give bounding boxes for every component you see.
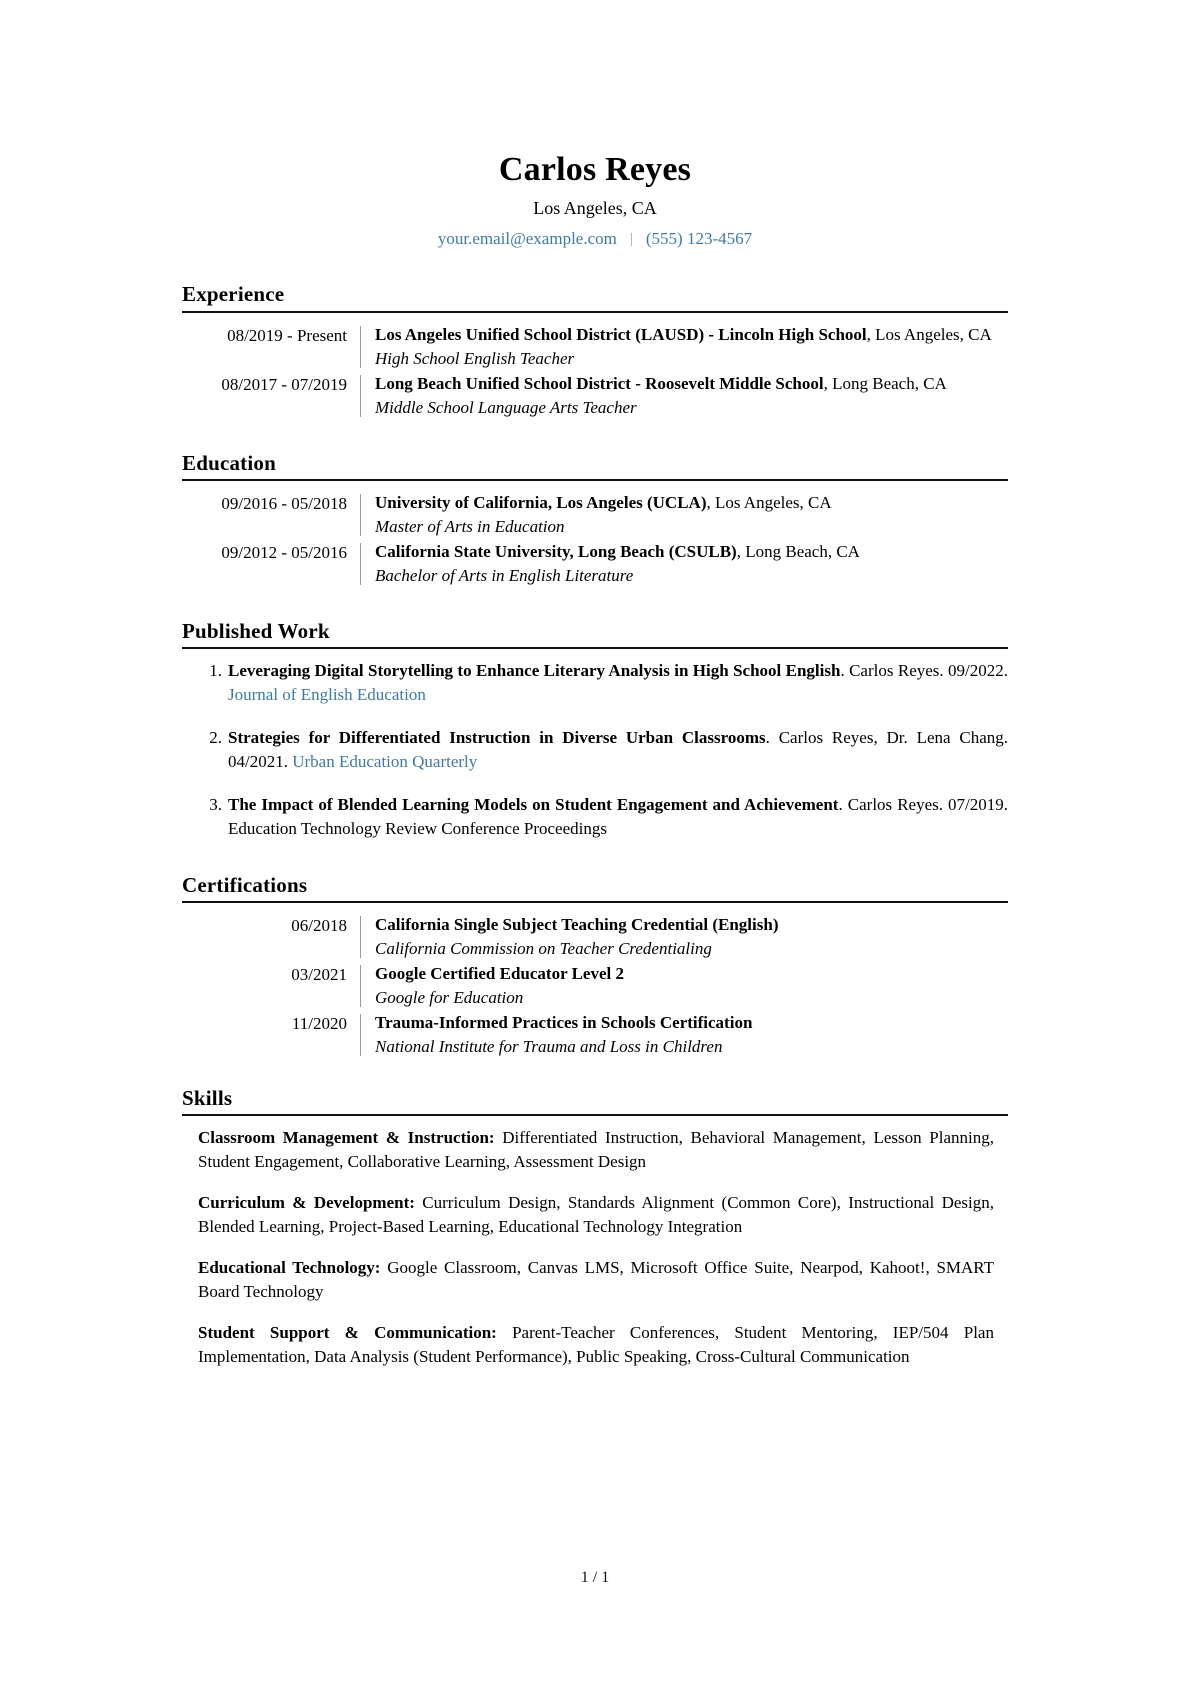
page-indicator: 1 / 1 <box>580 1569 610 1586</box>
entry-date: 06/2018 <box>291 915 347 935</box>
entry-location: , Long Beach, CA <box>823 373 947 393</box>
certification-issuer: Google for Education <box>375 988 524 1008</box>
section-heading-certifications: Certifications <box>182 872 308 897</box>
certification-entry <box>182 962 1008 1010</box>
publication-number: 1. <box>209 660 222 680</box>
entry-location: , Los Angeles, CA <box>866 324 992 344</box>
entry-body <box>361 913 1008 961</box>
skill-block <box>182 1126 1008 1175</box>
entry-role: Middle School Language Arts Teacher <box>375 397 637 417</box>
skill-category: Classroom Management & Instruction: <box>198 1128 495 1147</box>
entry-location: , Long Beach, CA <box>736 541 860 561</box>
section-rule <box>182 647 1008 649</box>
section-rule <box>182 479 1008 481</box>
section-heading-education: Education <box>182 450 276 475</box>
contact-line <box>182 227 1008 251</box>
skill-category: Educational Technology: <box>198 1257 381 1277</box>
entry-role: High School English Teacher <box>375 348 575 368</box>
section-rule <box>182 311 1008 313</box>
section-heading-experience: Experience <box>182 282 285 307</box>
list-item <box>182 659 1008 708</box>
publication-number: 2. <box>209 727 222 747</box>
contact-separator: | <box>629 231 633 248</box>
certification-name: Trauma-Informed Practices in Schools Certification <box>375 1012 753 1032</box>
entry-degree: Bachelor of Arts in English Literature <box>375 565 634 585</box>
section-heading-skills: Skills <box>182 1085 233 1110</box>
entry-body <box>361 372 1008 420</box>
entry-body <box>361 491 1008 539</box>
certification-entry <box>182 1011 1008 1059</box>
resume-header <box>182 150 1008 251</box>
section-published-work <box>182 618 1008 842</box>
certification-issuer: California Commission on Teacher Credentialing <box>375 939 712 959</box>
skill-category: Student Support & Communication: <box>198 1322 497 1342</box>
skill-block <box>182 1321 1008 1370</box>
skill-items: Parent-Teacher Conferences, Student Mentoring, IEP/504 Plan Implementation, Data Analysis (Student Performance), Public Speaking, Cross-Cultural Communication <box>198 1322 994 1367</box>
publication-number: 3. <box>209 794 222 814</box>
skill-block <box>182 1191 1008 1240</box>
skill-category: Curriculum & Development: <box>198 1192 415 1212</box>
entry-organization: Los Angeles Unified School District (LAUSD) - Lincoln High School <box>375 324 867 344</box>
certification-name: California Single Subject Teaching Credential (English) <box>375 914 779 934</box>
entry-organization: Long Beach Unified School District - Roosevelt Middle School <box>375 373 824 393</box>
entry-organization: University of California, Los Angeles (UCLA) <box>375 492 707 512</box>
skill-block <box>182 1256 1008 1305</box>
publication-title: The Impact of Blended Learning Models on Student Engagement and Achievement <box>228 794 839 814</box>
education-entry <box>182 540 1008 588</box>
section-education <box>182 450 1008 588</box>
publication-authors-date: . Carlos Reyes, Dr. Lena Chang. 04/2021. <box>228 727 1008 772</box>
publication-title: Strategies for Differentiated Instruction in Diverse Urban Classrooms <box>228 727 766 747</box>
page-title: Carlos Reyes <box>498 151 692 188</box>
list-item <box>182 726 1008 775</box>
entry-body <box>361 1011 1008 1059</box>
skill-items: Curriculum Design, Standards Alignment (Common Core), Instructional Design, Blended Learning, Project-Based Learning, Educational Technology Integration <box>198 1192 994 1237</box>
experience-entry <box>182 323 1008 371</box>
education-entry <box>182 491 1008 539</box>
certification-issuer: National Institute for Trauma and Loss in Children <box>375 1036 723 1056</box>
skill-items: Differentiated Instruction, Behavioral Management, Lesson Planning, Student Engagement, Collaborative Learning, Assessment Design <box>198 1128 994 1172</box>
entry-body <box>361 323 1008 371</box>
publication-venue-link[interactable]: Journal of English Education <box>228 685 426 705</box>
certification-name: Google Certified Educator Level 2 <box>375 963 624 983</box>
entry-organization: California State University, Long Beach (CSULB) <box>375 541 737 561</box>
section-heading-published-work: Published Work <box>182 618 330 643</box>
entry-date: 11/2020 <box>291 1013 347 1033</box>
header-location: Los Angeles, CA <box>533 198 657 219</box>
entry-location: , Los Angeles, CA <box>706 492 832 512</box>
publication-list <box>182 659 1008 842</box>
entry-body <box>361 540 1008 588</box>
list-item <box>182 793 1008 842</box>
section-skills <box>182 1085 1008 1370</box>
section-certifications <box>182 872 1008 1059</box>
publication-venue: Education Technology Review Conference Proceedings <box>228 819 607 839</box>
section-experience <box>182 281 1008 419</box>
phone-link[interactable]: (555) 123-4567 <box>645 229 753 249</box>
publication-authors-date: . Carlos Reyes. 07/2019. <box>838 794 1009 814</box>
skill-items: Google Classroom, Canvas LMS, Microsoft Office Suite, Nearpod, Kahoot!, SMART Board Technology <box>198 1257 994 1302</box>
entry-date: 08/2019 - Present <box>227 325 347 345</box>
certification-entry <box>182 913 1008 961</box>
experience-entry <box>182 372 1008 420</box>
entry-date: 08/2017 - 07/2019 <box>221 374 347 394</box>
publication-authors-date: . Carlos Reyes. 09/2022. <box>840 660 1009 680</box>
publication-venue-link[interactable]: Urban Education Quarterly <box>292 752 478 772</box>
entry-date: 09/2016 - 05/2018 <box>221 493 347 513</box>
entry-date: 09/2012 - 05/2016 <box>221 542 347 562</box>
section-rule <box>182 901 1008 903</box>
section-rule <box>182 1114 1008 1116</box>
entry-degree: Master of Arts in Education <box>375 516 565 536</box>
entry-body <box>361 962 1008 1010</box>
email-link[interactable]: your.email@example.com <box>437 229 617 249</box>
publication-title: Leveraging Digital Storytelling to Enhance Literary Analysis in High School English <box>228 660 841 680</box>
entry-date: 03/2021 <box>291 964 347 984</box>
